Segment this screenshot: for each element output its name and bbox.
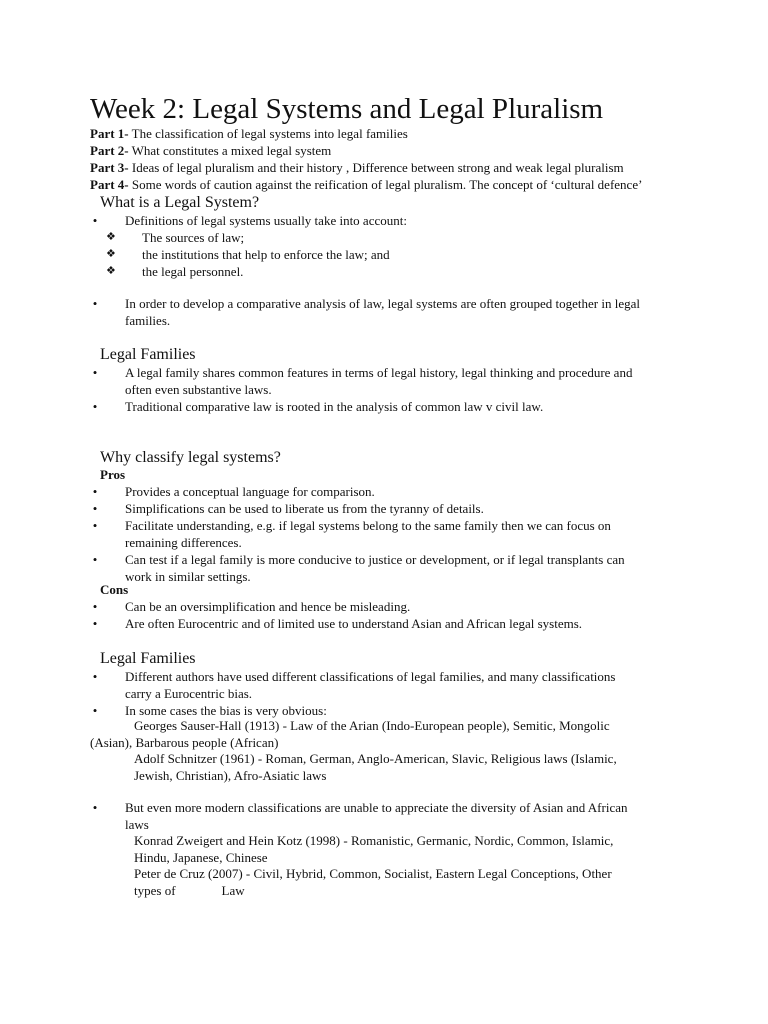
page-title: Week 2: Legal Systems and Legal Pluralism (90, 93, 604, 125)
bullet-text: In some cases the bias is very obvious: (125, 703, 327, 718)
sub-item-text: the legal personnel. (142, 264, 244, 279)
bullet-item (90, 668, 690, 702)
part-label: Part 3- (90, 160, 129, 175)
bullet-text: A legal family shares common features in terms of legal history, legal thinking and procedure and (125, 365, 633, 380)
classification-schnitzer (90, 750, 690, 784)
bullet-item (90, 483, 690, 500)
bullet-icon: • (92, 296, 98, 311)
bullet-text: Can be an oversimplification and hence be misleading. (125, 599, 411, 614)
sub-item (90, 246, 690, 263)
classification-text: Jewish, Christian), Afro-Asiatic laws (134, 768, 327, 783)
classification-text: Adolf Schnitzer (1961) - Roman, German, Anglo-American, Slavic, Religious laws (Islamic, (134, 751, 617, 766)
section-body (90, 212, 690, 280)
classification-text: Peter de Cruz (2007) - Civil, Hybrid, Common, Socialist, Eastern Legal Conceptions, Other (134, 866, 612, 881)
section-heading: Why classify legal systems? (100, 449, 281, 466)
section-heading: What is a Legal System? (100, 194, 260, 211)
bullet-icon: • (92, 669, 98, 684)
part-label: Part 1- (90, 126, 129, 141)
bullet-text: Simplifications can be used to liberate us from the tyranny of details. (125, 501, 484, 516)
classification-text-part: types of (134, 883, 176, 898)
classification-text: Konrad Zweigert and Hein Kotz (1998) - Romanistic, Germanic, Nordic, Common, Islamic, (134, 833, 614, 848)
bullet-text: Different authors have used different classifications of legal families, and many classifications (125, 669, 616, 684)
bullet-text: Definitions of legal systems usually take into account: (125, 213, 407, 228)
bullet-item (90, 295, 690, 329)
part-4 (90, 176, 642, 193)
bullet-icon: • (92, 703, 98, 718)
classification-text: Hindu, Japanese, Chinese (134, 850, 268, 865)
bullet-text: Can test if a legal family is more conducive to justice or development, or if legal transplants can (125, 552, 625, 567)
bullet-item (90, 598, 690, 615)
classification-sauser-hall (90, 717, 690, 751)
bullet-text: remaining differences. (125, 535, 242, 550)
bullet-icon: • (92, 616, 98, 631)
part-text: The classification of legal systems into legal families (128, 126, 408, 141)
part-text: What constitutes a mixed legal system (128, 143, 332, 158)
bullet-icon: • (92, 501, 98, 516)
section-body (90, 295, 690, 329)
bullet-icon: • (92, 365, 98, 380)
classification-zweigert-kotz (90, 832, 690, 866)
bullet-text: carry a Eurocentric bias. (125, 686, 253, 701)
bullet-icon: • (92, 399, 98, 414)
bullet-text: Traditional comparative law is rooted in the analysis of common law v civil law. (125, 399, 544, 414)
bullet-icon: • (92, 800, 98, 815)
part-label: Part 2- (90, 143, 129, 158)
diamond-bullet-icon: ❖ (106, 231, 116, 243)
section-heading: Legal Families (100, 346, 196, 363)
section-heading: Legal Families (100, 650, 196, 667)
part-3 (90, 159, 642, 176)
bullet-text: Provides a conceptual language for comparison. (125, 484, 375, 499)
bullet-item (90, 364, 690, 398)
bullet-icon: • (92, 213, 98, 228)
bullet-text: Are often Eurocentric and of limited use to understand Asian and African legal systems. (125, 616, 583, 631)
diamond-bullet-icon: ❖ (106, 265, 116, 277)
bullet-text: But even more modern classifications are unable to appreciate the diversity of Asian and African (125, 800, 628, 815)
cons-label: Cons (100, 582, 129, 597)
bullet-icon: • (92, 518, 98, 533)
bullet-text: families. (125, 313, 171, 328)
bullet-item (90, 398, 690, 415)
sub-item-text: the institutions that help to enforce the law; and (142, 247, 390, 262)
bullet-item (90, 615, 690, 632)
sub-item-text: The sources of law; (142, 230, 245, 245)
bullet-text: In order to develop a comparative analysis of law, legal systems are often grouped together in legal (125, 296, 641, 311)
classification-text-part: Law (221, 883, 245, 898)
bullet-item (90, 212, 690, 229)
part-text: Some words of caution against the reification of legal pluralism. The concept of ‘cultural defence’ (128, 177, 643, 192)
diamond-bullet-icon: ❖ (106, 248, 116, 260)
part-text: Ideas of legal pluralism and their history , Difference between strong and weak legal pluralism (128, 160, 624, 175)
part-1 (90, 125, 642, 142)
bullet-icon: • (92, 484, 98, 499)
bullet-item (90, 500, 690, 517)
bullet-text: Facilitate understanding, e.g. if legal systems belong to the same family then we can focus on (125, 518, 611, 533)
bullet-text: work in similar settings. (125, 569, 251, 584)
classification-text (90, 882, 690, 899)
pros-label: Pros (100, 467, 126, 482)
bullet-item (90, 799, 690, 833)
part-label: Part 4- (90, 177, 129, 192)
classification-text: (Asian), Barbarous people (African) (90, 735, 279, 750)
sub-item (90, 229, 690, 246)
classification-text: Georges Sauser-Hall (1913) - Law of the Arian (Indo-European people), Semitic, Mongolic (134, 718, 610, 733)
sub-item (90, 263, 690, 280)
section-body (90, 364, 690, 415)
parts-list (90, 125, 642, 193)
bullet-icon: • (92, 552, 98, 567)
section-body (90, 668, 690, 719)
classification-de-cruz (90, 865, 690, 899)
bullet-item (90, 517, 690, 551)
part-2 (90, 142, 642, 159)
bullet-item (90, 551, 690, 585)
cons-list (90, 598, 690, 632)
pros-list (90, 483, 690, 585)
bullet-text: often even substantive laws. (125, 382, 272, 397)
bullet-text: laws (125, 817, 149, 832)
bullet-icon: • (92, 599, 98, 614)
section-body (90, 799, 690, 833)
